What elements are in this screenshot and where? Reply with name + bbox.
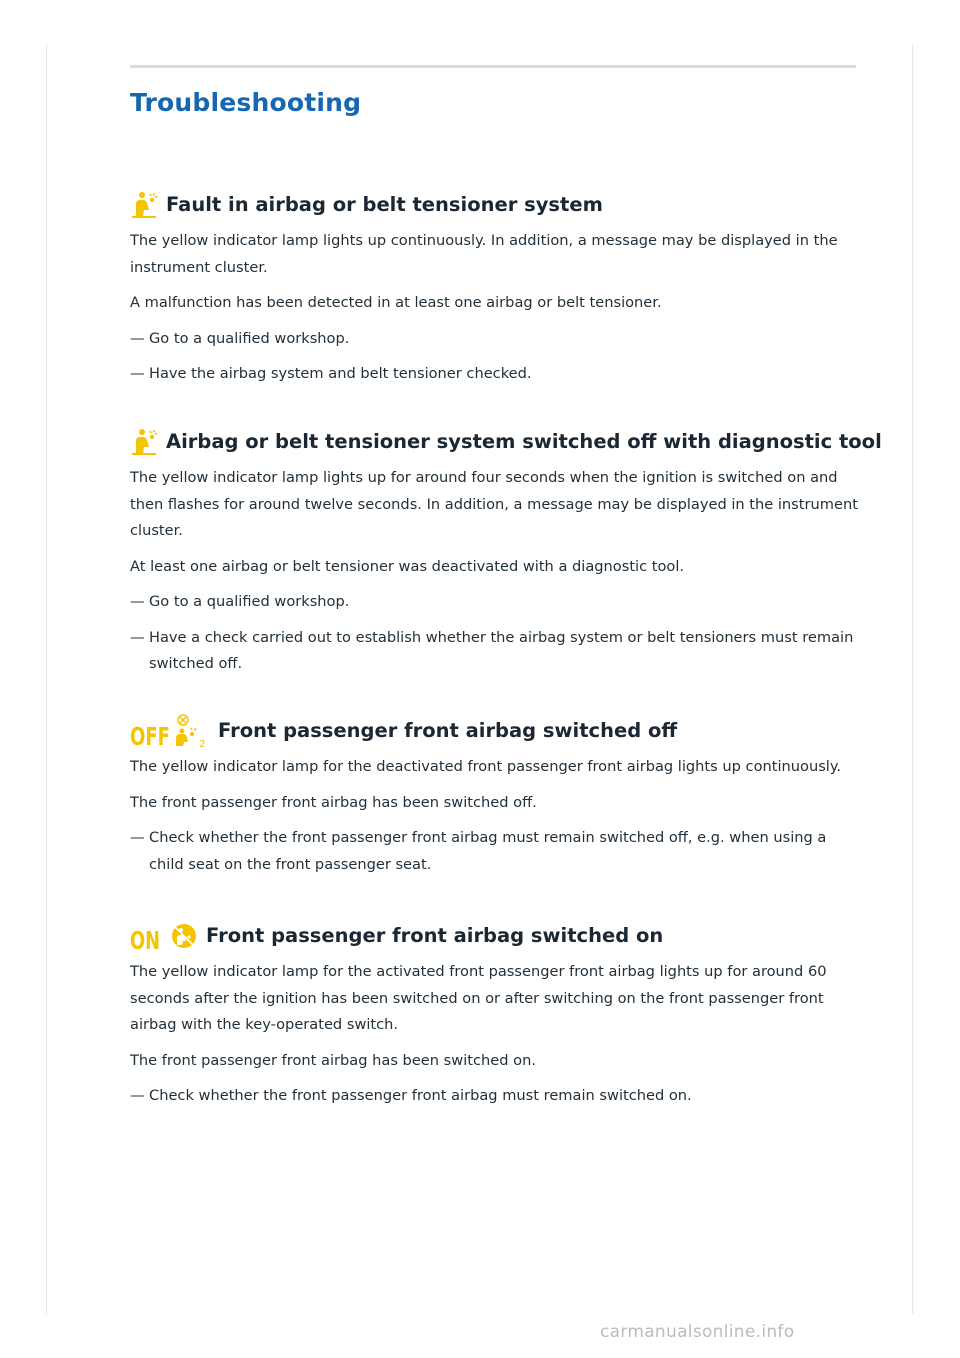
icon-label: OFF: [130, 722, 170, 748]
section-airbag-deactivated-diagnostic: [130, 425, 882, 687]
airbag-warning-icon: [130, 190, 158, 218]
section-heading: Front passenger front airbag switched on: [206, 923, 664, 947]
step-item: — Go to a qualified workshop.: [130, 589, 865, 616]
section-heading-row: [130, 188, 865, 220]
passenger-airbag-off-icon: [130, 712, 210, 748]
section-passenger-airbag-off: [130, 714, 865, 887]
icon-subscript: 2: [199, 739, 206, 748]
section-heading: Front passenger front airbag switched off: [218, 718, 678, 742]
page-title: Troubleshooting: [130, 88, 362, 117]
section-heading-row: [130, 714, 865, 746]
section-passenger-airbag-on: [130, 919, 865, 1119]
step-item: — Check whether the front passenger front airbag must remain switched on.: [130, 1083, 865, 1110]
paragraph: The yellow indicator lamp for the deactivated front passenger front airbag lights up continuously.: [130, 758, 842, 775]
icon-label: ON: [130, 926, 160, 952]
step-list: [130, 1083, 865, 1110]
step-list: [130, 589, 865, 678]
top-rule: [130, 65, 856, 68]
paragraph: The yellow indicator lamp for the activated front passenger front airbag lights up for around 60 seconds after the ignition has been switched on or after switching on the front passenger front airbag with the key-operated switch.: [130, 963, 827, 1033]
step-item: — Check whether the front passenger front airbag must remain switched off, e.g. when using a child seat on the front passenger seat.: [130, 825, 865, 878]
paragraph: At least one airbag or belt tensioner was deactivated with a diagnostic tool.: [130, 557, 685, 575]
watermark: carmanualsonline.info: [600, 1322, 795, 1342]
section-airbag-fault: [130, 188, 865, 397]
section-heading: Fault in airbag or belt tensioner system: [166, 192, 603, 216]
paragraph: The yellow indicator lamp lights up continuously. In addition, a message may be displayed in the instrument cluster.: [130, 232, 838, 276]
left-margin-line: [46, 44, 47, 1314]
section-heading-row: [130, 919, 865, 951]
step-item: — Have a check carried out to establish whether the airbag system or belt tensioners must remain switched off.: [130, 625, 865, 678]
passenger-airbag-on-icon: [130, 918, 198, 952]
section-heading-row: [130, 425, 882, 457]
step-list: [130, 326, 865, 388]
step-item: — Have the airbag system and belt tensioner checked.: [130, 361, 865, 388]
right-margin-line: [912, 44, 913, 1314]
paragraph: The yellow indicator lamp lights up for around four seconds when the ignition is switched on and then flashes for around twelve seconds. In addition, a message may be displayed in the instrument cluster.: [130, 469, 858, 539]
step-item: — Go to a qualified workshop.: [130, 326, 865, 353]
paragraph: The front passenger front airbag has been switched off.: [130, 793, 537, 811]
paragraph: A malfunction has been detected in at least one airbag or belt tensioner.: [130, 294, 662, 311]
airbag-warning-icon: [130, 427, 158, 455]
section-heading: Airbag or belt tensioner system switched off with diagnostic tool: [166, 429, 882, 453]
step-list: [130, 825, 865, 878]
paragraph: The front passenger front airbag has been switched on.: [130, 1051, 536, 1069]
